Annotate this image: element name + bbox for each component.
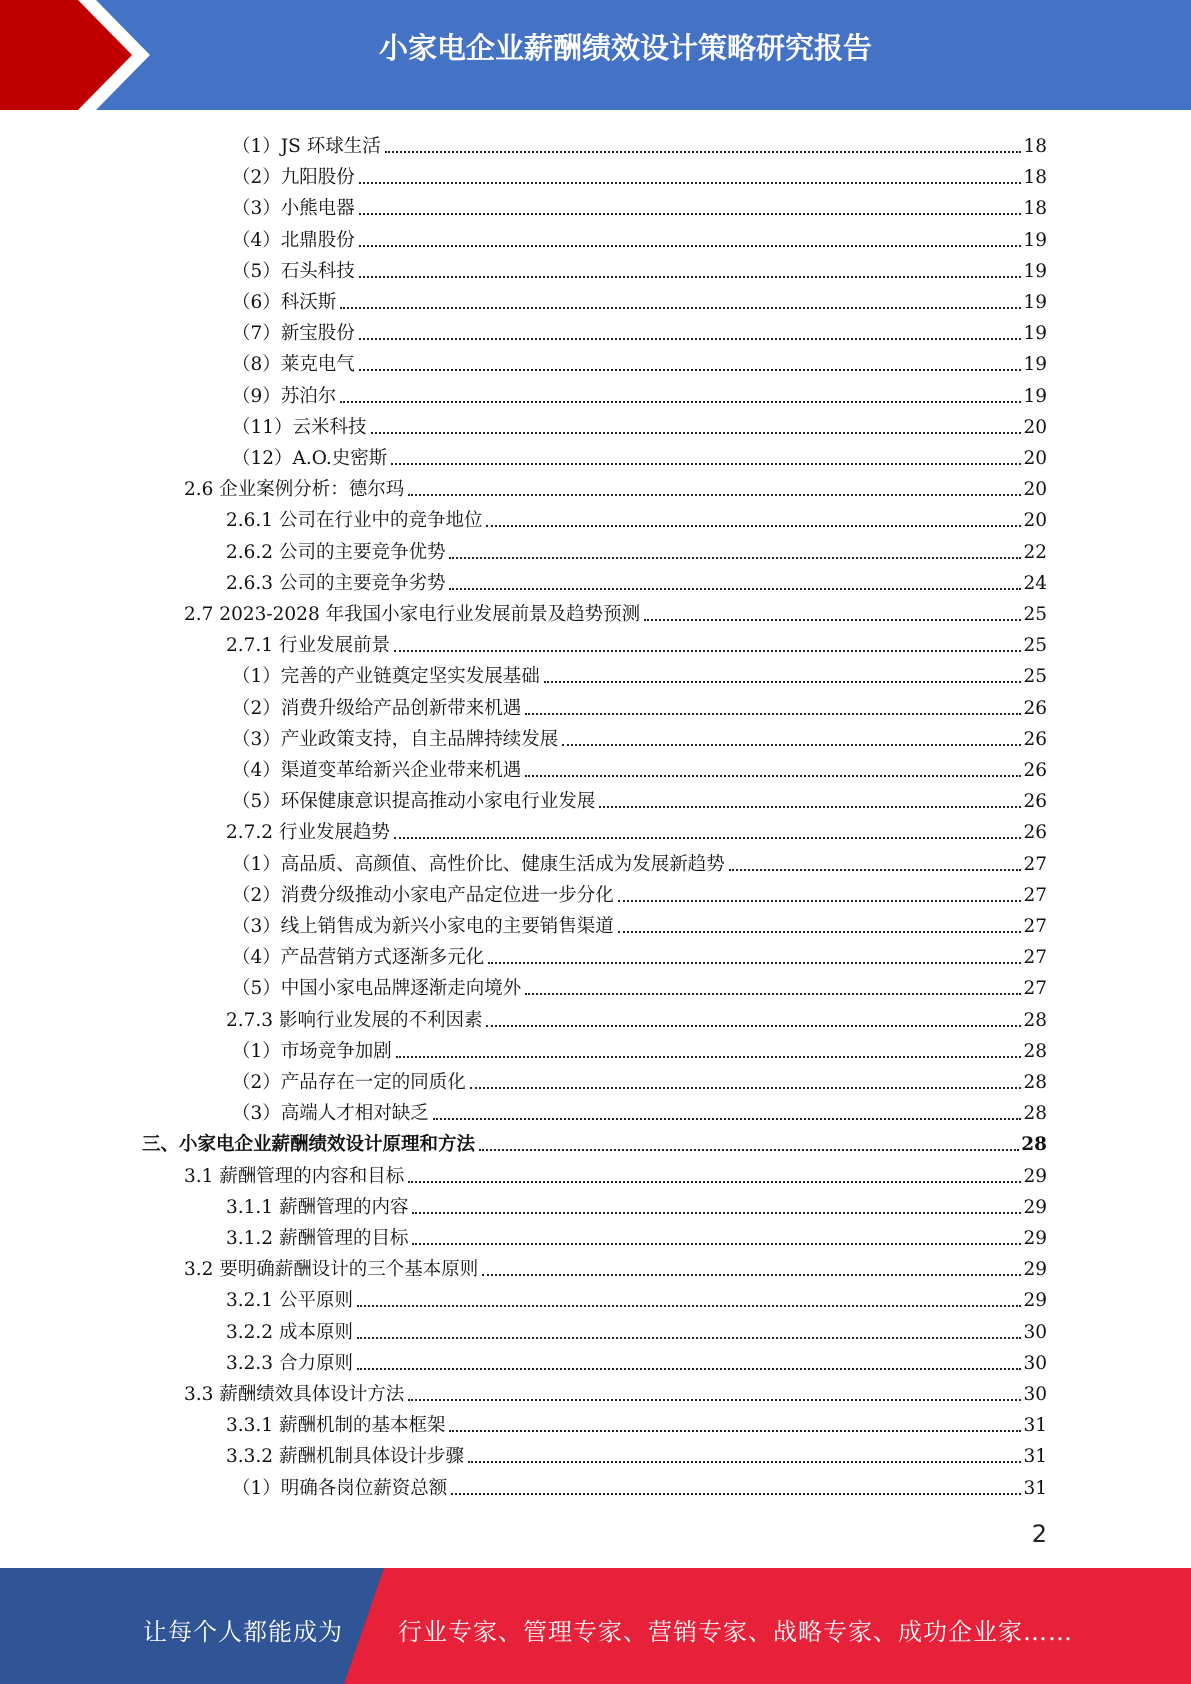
toc-entry[interactable]	[232, 970, 1047, 1000]
toc-entry[interactable]	[232, 315, 1047, 345]
toc-entry-page: 28	[1023, 1072, 1047, 1093]
toc-entry[interactable]	[232, 877, 1047, 907]
toc-entry[interactable]	[232, 1095, 1047, 1125]
toc-leader-dots	[562, 744, 1021, 746]
toc-entry-page: 27	[1023, 978, 1047, 1000]
toc-entry-page: 30	[1023, 1321, 1047, 1343]
toc-leader-dots	[359, 245, 1022, 247]
toc-leader-dots	[357, 1305, 1022, 1307]
toc-entry-title: （2）消费分级推动小家电产品定位进一步分化	[232, 884, 614, 906]
toc-entry-page: 19	[1023, 354, 1047, 376]
toc-entry[interactable]	[232, 908, 1047, 938]
toc-entry[interactable]	[232, 658, 1047, 688]
toc-leader-dots	[618, 931, 1022, 933]
toc-entry-title: 2.6.2 公司的主要竞争优势	[226, 541, 446, 563]
toc-entry-page: 27	[1023, 853, 1047, 875]
toc-entry[interactable]	[232, 253, 1047, 283]
toc-entry-page: 18	[1023, 136, 1047, 157]
toc-entry[interactable]	[142, 1126, 1047, 1156]
toc-entry[interactable]	[232, 1064, 1047, 1094]
toc-leader-dots	[394, 837, 1021, 839]
toc-entry-page: 25	[1023, 635, 1047, 657]
toc-leader-dots	[599, 806, 1021, 808]
toc-entry[interactable]	[226, 1002, 1047, 1032]
toc-leader-dots	[525, 993, 1021, 995]
toc-leader-dots	[479, 1149, 1019, 1151]
toc-entry-page: 31	[1023, 1415, 1047, 1437]
toc-entry-title: 3.3.2 薪酬机制具体设计步骤	[226, 1446, 464, 1468]
toc-entry-title: 3.2 要明确薪酬设计的三个基本原则	[184, 1259, 479, 1281]
toc-entry[interactable]	[184, 596, 1047, 626]
toc-leader-dots	[412, 1243, 1021, 1245]
toc-leader-dots	[359, 276, 1022, 278]
toc-entry-title: （1）高品质、高颜值、高性价比、健康生活成为发展新趋势	[232, 853, 725, 875]
toc-entry-page: 26	[1023, 697, 1047, 719]
toc-leader-dots	[482, 1274, 1021, 1276]
toc-entry-title: （4）北鼎股份	[232, 229, 355, 251]
toc-leader-dots	[396, 1056, 1022, 1058]
toc-entry[interactable]	[232, 783, 1047, 813]
toc-entry-page: 28	[1021, 1134, 1047, 1156]
toc-leader-dots	[470, 1087, 1022, 1089]
toc-entry-page: 29	[1023, 1228, 1047, 1249]
toc-entry-page: 22	[1023, 541, 1047, 563]
toc-leader-dots	[488, 962, 1021, 964]
toc-entry[interactable]	[232, 440, 1047, 470]
toc-leader-dots	[391, 463, 1021, 465]
toc-leader-dots	[340, 401, 1021, 403]
toc-entry-title: 2.6.3 公司的主要竞争劣势	[226, 572, 446, 594]
toc-entry-page: 20	[1023, 416, 1047, 438]
toc-entry-title: 3.2.3 合力原则	[226, 1352, 353, 1374]
toc-leader-dots	[449, 588, 1021, 590]
toc-entry-title: （5）环保健康意识提高推动小家电行业发展	[232, 791, 596, 813]
toc-entry[interactable]	[232, 752, 1047, 782]
toc-entry-page: 20	[1023, 510, 1047, 532]
toc-entry-title: 2.6 企业案例分析：德尔玛	[184, 479, 405, 501]
toc-leader-dots	[359, 369, 1022, 371]
toc-entry-page: 25	[1023, 604, 1047, 625]
toc-entry-page: 26	[1023, 822, 1047, 844]
page-footer	[0, 1568, 1191, 1684]
page-number: 2	[1031, 1520, 1047, 1548]
toc-leader-dots	[385, 151, 1022, 153]
toc-entry-page: 26	[1023, 760, 1047, 781]
toc-entry-page: 30	[1023, 1352, 1047, 1374]
toc-entry-page: 27	[1023, 947, 1047, 969]
toc-entry-page: 19	[1023, 260, 1047, 282]
toc-entry-page: 27	[1023, 884, 1047, 906]
toc-entry-title: （7）新宝股份	[232, 323, 355, 345]
toc-entry-title: （3）线上销售成为新兴小家电的主要销售渠道	[232, 916, 614, 937]
toc-entry[interactable]	[232, 939, 1047, 969]
toc-entry-page: 29	[1023, 1259, 1047, 1281]
toc-entry[interactable]	[226, 1438, 1047, 1468]
toc-entry[interactable]	[232, 409, 1047, 439]
toc-entry-title: （1）JS 环球生活	[232, 136, 381, 157]
toc-entry[interactable]	[226, 1407, 1047, 1437]
toc-entry[interactable]	[232, 1470, 1047, 1500]
toc-entry[interactable]	[232, 128, 1047, 158]
toc-leader-dots	[449, 1430, 1021, 1432]
footer-slogan-right: 行业专家、管理专家、营销专家、战略专家、成功企业家……	[398, 1618, 1073, 1646]
toc-entry-page: 26	[1023, 728, 1047, 750]
toc-entry-title: 3.2.2 成本原则	[226, 1321, 353, 1343]
toc-entry-title: （11）云米科技	[232, 416, 367, 438]
toc-entry[interactable]	[184, 1251, 1047, 1281]
toc-entry-title: 3.2.1 公平原则	[226, 1290, 353, 1312]
toc-entry[interactable]	[232, 690, 1047, 720]
toc-entry-title: （1）明确各岗位薪资总额	[232, 1477, 448, 1499]
toc-entry-page: 20	[1023, 448, 1047, 469]
toc-entry-title: （2）消费升级给产品创新带来机遇	[232, 697, 522, 719]
toc-entry[interactable]	[226, 1189, 1047, 1219]
toc-entry[interactable]	[184, 471, 1047, 501]
toc-entry-title: （12）A.O.史密斯	[232, 448, 388, 469]
toc-leader-dots	[525, 775, 1021, 777]
toc-entry[interactable]	[232, 159, 1047, 189]
toc-leader-dots	[468, 1461, 1021, 1463]
toc-entry-page: 26	[1023, 791, 1047, 813]
toc-entry-page: 18	[1023, 167, 1047, 189]
toc-leader-dots	[359, 182, 1022, 184]
toc-entry-title: 2.7.1 行业发展前景	[226, 635, 390, 657]
toc-entry-title: （3）产业政策支持，自主品牌持续发展	[232, 728, 559, 750]
toc-entry[interactable]	[184, 1376, 1047, 1406]
toc-entry-title: （8）莱克电气	[232, 354, 355, 376]
toc-leader-dots	[340, 307, 1021, 309]
toc-entry[interactable]	[226, 1314, 1047, 1344]
toc-entry-title: 3.1.1 薪酬管理的内容	[226, 1196, 409, 1218]
toc-entry-title: （1）完善的产业链奠定坚实发展基础	[232, 666, 540, 688]
toc-entry[interactable]	[226, 565, 1047, 595]
toc-entry-title: 2.6.1 公司在行业中的竞争地位	[226, 510, 483, 532]
toc-entry[interactable]	[226, 534, 1047, 564]
toc-leader-dots	[433, 1118, 1022, 1120]
toc-entry-page: 27	[1023, 916, 1047, 937]
toc-entry-title: 2.7.2 行业发展趋势	[226, 822, 390, 844]
toc-entry[interactable]	[232, 222, 1047, 252]
toc-entry[interactable]	[232, 846, 1047, 876]
toc-entry-page: 29	[1023, 1165, 1047, 1187]
toc-leader-dots	[408, 494, 1021, 496]
toc-entry-page: 30	[1023, 1384, 1047, 1405]
toc-entry-title: （6）科沃斯	[232, 292, 337, 313]
page-header	[0, 0, 1191, 110]
toc-leader-dots	[408, 1181, 1021, 1183]
toc-entry[interactable]	[226, 627, 1047, 657]
toc-leader-dots	[357, 1368, 1022, 1370]
toc-entry-title: 3.1 薪酬管理的内容和目标	[184, 1165, 405, 1187]
toc-entry[interactable]	[226, 1282, 1047, 1312]
toc-entry-page: 25	[1023, 666, 1047, 688]
toc-entry-title: 2.7 2023-2028 年我国小家电行业发展前景及趋势预测	[184, 604, 641, 625]
toc-entry-page: 31	[1023, 1477, 1047, 1499]
toc-entry-page: 28	[1023, 1040, 1047, 1062]
toc-entry-page: 19	[1023, 229, 1047, 251]
toc-entry[interactable]	[226, 1220, 1047, 1250]
toc-entry-title: （4）产品营销方式逐渐多元化	[232, 947, 485, 969]
footer-slogan-left: 让每个人都能成为	[143, 1618, 343, 1646]
toc-entry-page: 28	[1023, 1103, 1047, 1125]
toc-leader-dots	[408, 1399, 1021, 1401]
toc-entry[interactable]	[232, 190, 1047, 220]
toc-entry-title: （2）产品存在一定的同质化	[232, 1072, 466, 1093]
header-title: 小家电企业薪酬绩效设计策略研究报告	[378, 31, 872, 65]
toc-entry-page: 28	[1023, 1009, 1047, 1031]
toc-leader-dots	[618, 900, 1022, 902]
toc-entry-title: 3.3.1 薪酬机制的基本框架	[226, 1415, 446, 1437]
toc-leader-dots	[359, 338, 1022, 340]
toc-entry-title: （4）渠道变革给新兴企业带来机遇	[232, 760, 522, 781]
toc-entry-page: 19	[1023, 385, 1047, 407]
toc-entry[interactable]	[232, 346, 1047, 376]
toc-leader-dots	[644, 619, 1021, 621]
toc-leader-dots	[371, 432, 1022, 434]
toc-leader-dots	[451, 1493, 1021, 1495]
toc-leader-dots	[544, 681, 1022, 683]
toc-entry[interactable]	[232, 378, 1047, 408]
toc-entry-title: （1）市场竞争加剧	[232, 1040, 392, 1062]
toc-entry-title: （3）高端人才相对缺乏	[232, 1103, 429, 1125]
toc-entry-title: （5）石头科技	[232, 260, 355, 282]
toc-entry[interactable]	[226, 1345, 1047, 1375]
toc-leader-dots	[486, 1025, 1021, 1027]
toc-entry-page: 20	[1023, 479, 1047, 501]
toc-entry-page: 29	[1023, 1290, 1047, 1312]
toc-entry-title: 3.3 薪酬绩效具体设计方法	[184, 1384, 405, 1405]
toc-entry-page: 19	[1023, 292, 1047, 313]
toc-leader-dots	[359, 213, 1022, 215]
toc-entry-title: （3）小熊电器	[232, 198, 355, 220]
toc-leader-dots	[729, 869, 1022, 871]
toc-entry[interactable]	[226, 502, 1047, 532]
toc-entry-page: 18	[1023, 198, 1047, 220]
toc-entry[interactable]	[232, 1033, 1047, 1063]
toc-entry[interactable]	[232, 721, 1047, 751]
toc-entry-title: （9）苏泊尔	[232, 385, 337, 407]
toc-leader-dots	[357, 1337, 1022, 1339]
toc-entry[interactable]	[226, 814, 1047, 844]
toc-entry-page: 24	[1023, 572, 1047, 594]
toc-entry-title: 三、小家电企业薪酬绩效设计原理和方法	[142, 1134, 476, 1156]
toc-entry-page: 19	[1023, 323, 1047, 345]
toc-entry-title: 2.7.3 影响行业发展的不利因素	[226, 1009, 483, 1031]
toc-leader-dots	[486, 525, 1021, 527]
toc-leader-dots	[449, 557, 1021, 559]
toc-leader-dots	[525, 713, 1021, 715]
toc-entry[interactable]	[232, 284, 1047, 314]
toc-entry-title: 3.1.2 薪酬管理的目标	[226, 1228, 409, 1249]
toc-entry-page: 29	[1023, 1196, 1047, 1218]
toc-entry-page: 31	[1023, 1446, 1047, 1468]
toc-entry-title: （5）中国小家电品牌逐渐走向境外	[232, 978, 522, 1000]
toc-leader-dots	[412, 1212, 1021, 1214]
toc-entry-title: （2）九阳股份	[232, 167, 355, 189]
toc-entry[interactable]	[184, 1158, 1047, 1188]
toc-leader-dots	[394, 650, 1021, 652]
